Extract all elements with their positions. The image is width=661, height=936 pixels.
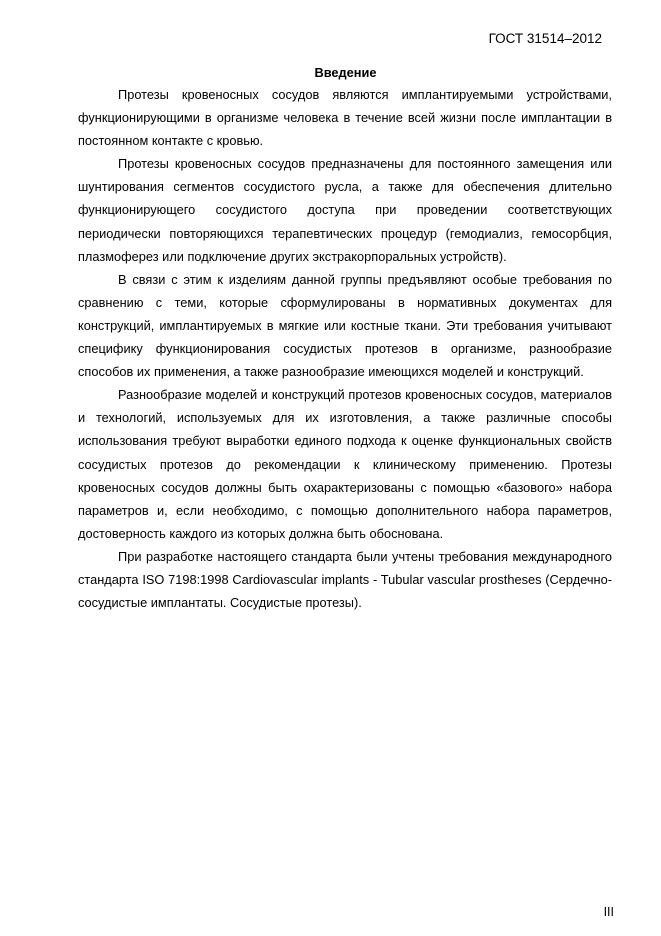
- paragraph-2: Протезы кровеносных сосудов предназначены для постоянного замещения или шунтирования сегментов сосудистого русла, а также для обеспечения длительно функционирующего сосудистого доступа при проведении соответствующих периодически повторяющихся терапевтических процедур (гемодиализ, гемосорбция, плазмоферез или подключение других экстракорпоральных устройств).: [78, 156, 612, 264]
- section-body: [78, 83, 612, 614]
- paragraph-1: Протезы кровеносных сосудов являются имплантируемыми устройствами, функционирующими в организме человека в течение всей жизни после имплантации в постоянном контакте с кровью.: [78, 87, 612, 149]
- section-title: Введение: [314, 65, 377, 80]
- paragraph-5: При разработке настоящего стандарта были учтены требования международного стандарта ISO 7198:1998 Cardiovascular implants - Tubular vascular prostheses (Сердечно-сосудистые имплантаты. Сосудистые протезы).: [78, 548, 612, 611]
- paragraph-4: Разнообразие моделей и конструкций протезов кровеносных сосудов, материалов и технологий, используемых для их изготовления, а также различные способы использования требуют выработки единого подхода к оценке функциональных свойств сосудистых протезов до рекомендации к клиническому применению. Протезы кровеносных сосудов должны быть охарактеризованы с помощью «базового» набора параметров и, если необходимо, с помощью дополнительного набора параметров, достоверность каждого из которых должна быть обоснована.: [78, 387, 612, 541]
- paragraph-3: В связи с этим к изделиям данной группы предъявляют особые требования по сравнению с теми, которые сформулированы в нормативных документах для конструкций, имплантируемых в мягкие или костные ткани. Эти требования учитывают специфику функционирования сосудистых протезов в организме, разнообразие способов их применения, а также разнообразие имеющихся моделей и конструкций.: [78, 271, 612, 380]
- document-code: ГОСТ 31514–2012: [488, 31, 602, 46]
- page-number: III: [603, 905, 614, 919]
